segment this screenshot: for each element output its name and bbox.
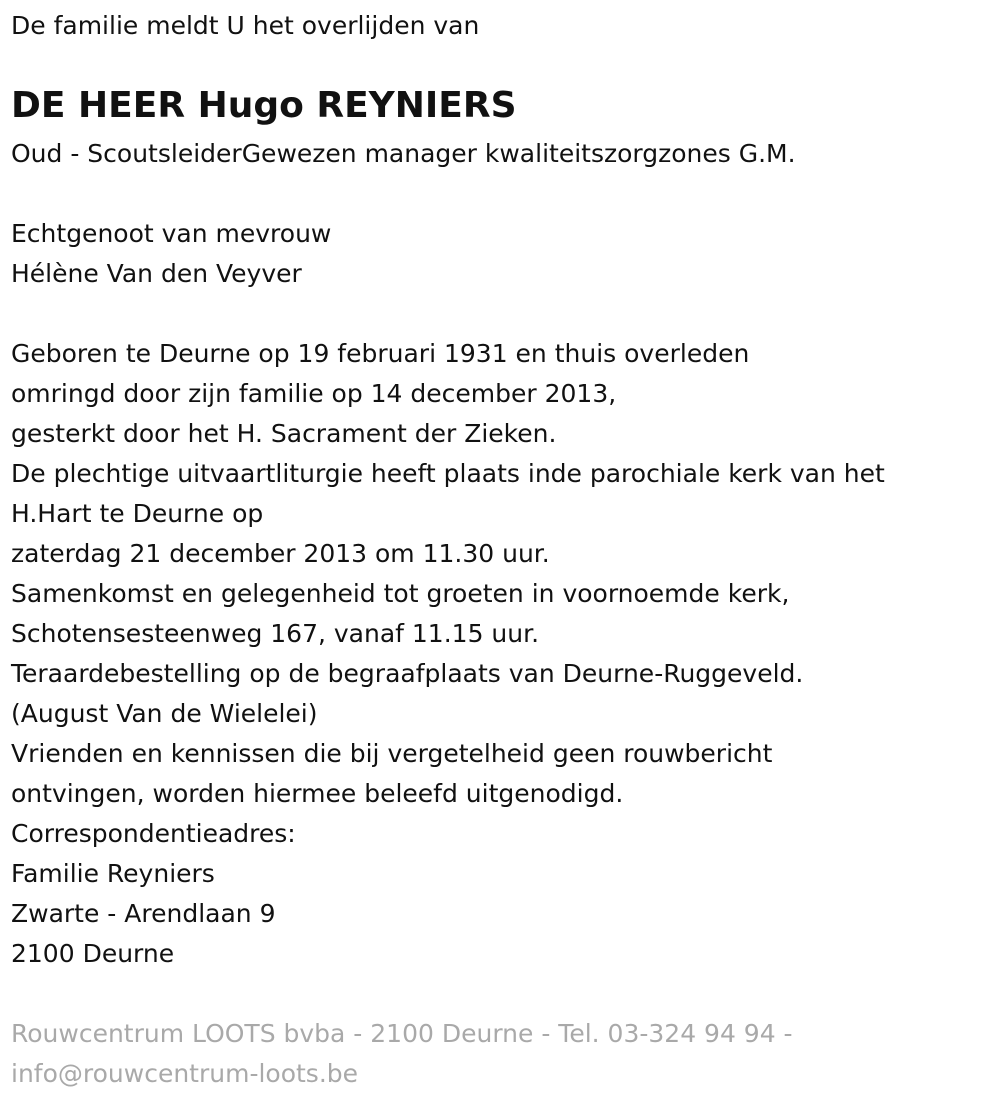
- body-line: H.Hart te Deurne op: [11, 499, 264, 528]
- deceased-name: DE HEER Hugo REYNIERS: [11, 85, 517, 126]
- body-line: Familie Reyniers: [11, 859, 215, 888]
- notice-body: [11, 334, 885, 974]
- spouse-line: Hélène Van den Veyver: [11, 259, 302, 288]
- body-line: Teraardebestelling op de begraafplaats van Deurne-Ruggeveld.: [11, 659, 804, 688]
- deceased-subtitle: Oud - ScoutsleiderGewezen manager kwaliteitszorgzones G.M.: [11, 139, 796, 168]
- footer-email: info@rouwcentrum-loots.be: [11, 1059, 359, 1088]
- body-line: (August Van de Wielelei): [11, 699, 318, 728]
- footer-line: Rouwcentrum LOOTS bvba - 2100 Deurne - Tel. 03-324 94 94 -: [11, 1019, 793, 1048]
- body-line: Samenkomst en gelegenheid tot groeten in voornoemde kerk,: [11, 579, 790, 608]
- body-line: Zwarte - Arendlaan 9: [11, 899, 276, 928]
- spouse-block: [11, 214, 331, 294]
- body-line: Geboren te Deurne op 19 februari 1931 en thuis overleden: [11, 339, 750, 368]
- body-line: 2100 Deurne: [11, 939, 175, 968]
- body-line: Schotensesteenweg 167, vanaf 11.15 uur.: [11, 619, 540, 648]
- body-line: zaterdag 21 december 2013 om 11.30 uur.: [11, 539, 550, 568]
- body-line: Correspondentieadres:: [11, 819, 296, 848]
- body-line: ontvingen, worden hiermee beleefd uitgenodigd.: [11, 779, 624, 808]
- body-line: Vrienden en kennissen die bij vergetelheid geen rouwbericht: [11, 739, 773, 768]
- body-line: omringd door zijn familie op 14 december 2013,: [11, 379, 617, 408]
- spouse-line: Echtgenoot van mevrouw: [11, 219, 332, 248]
- intro-text: De familie meldt U het overlijden van: [11, 11, 480, 40]
- funeral-home-footer: [11, 1014, 793, 1094]
- body-line: De plechtige uitvaartliturgie heeft plaats inde parochiale kerk van het: [11, 459, 885, 488]
- body-line: gesterkt door het H. Sacrament der Zieken.: [11, 419, 557, 448]
